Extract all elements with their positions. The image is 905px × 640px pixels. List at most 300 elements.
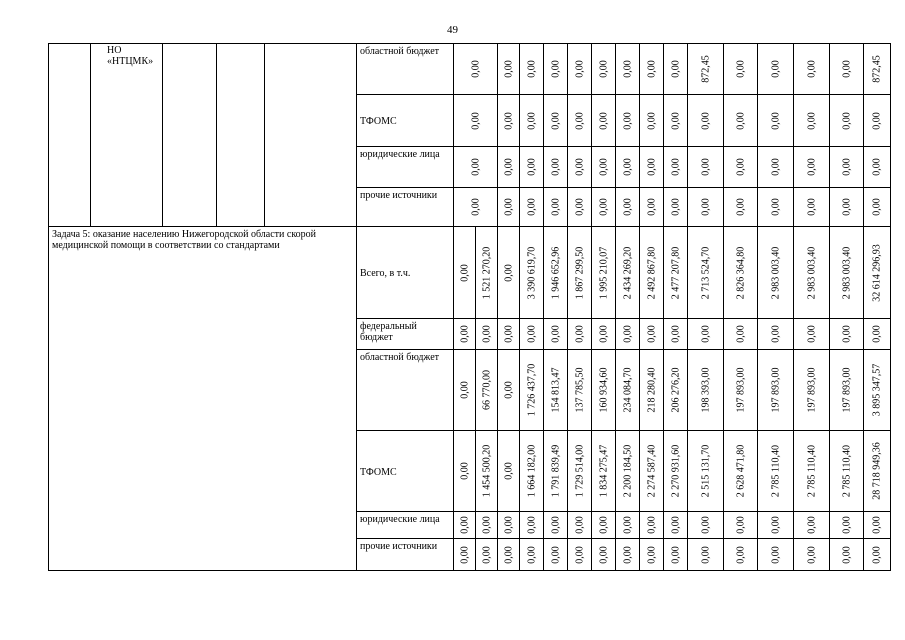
value-text: 0,00 — [770, 325, 781, 343]
value-cell — [758, 44, 794, 95]
value-cell — [794, 44, 830, 95]
value-cell — [688, 44, 724, 95]
value-text: 0,00 — [598, 198, 609, 216]
value-text: 0,00 — [550, 198, 561, 216]
value-text: 0,00 — [598, 545, 609, 564]
value-cell — [830, 147, 864, 188]
value-text: 2 628 471,80 — [735, 444, 746, 498]
value-text: 0,00 — [481, 545, 492, 564]
value-cell — [664, 350, 688, 431]
value-text: 0,00 — [806, 325, 817, 343]
blank-cell — [49, 44, 91, 227]
value-text: 198 393,00 — [700, 367, 711, 413]
value-cell — [568, 44, 592, 95]
value-text: 2 270 931,60 — [670, 444, 681, 498]
value-cell — [592, 512, 616, 539]
value-text: 0,00 — [700, 516, 711, 534]
value-cell — [688, 319, 724, 350]
value-cell — [830, 188, 864, 227]
value-text: 0,00 — [550, 158, 561, 176]
value-cell — [454, 539, 476, 571]
value-cell — [498, 227, 520, 319]
value-cell — [664, 147, 688, 188]
value-text: 1 791 839,49 — [550, 444, 561, 498]
table-row — [49, 44, 891, 95]
funding-source-label: прочие источники — [357, 539, 454, 571]
value-text: 0,00 — [646, 545, 657, 564]
funding-source-label: юридические лица — [357, 512, 454, 539]
value-cell — [616, 431, 640, 512]
value-cell — [794, 539, 830, 571]
value-cell — [688, 431, 724, 512]
value-text: 0,00 — [574, 198, 585, 216]
value-cell — [592, 539, 616, 571]
value-text: 0,00 — [646, 325, 657, 343]
value-cell — [568, 431, 592, 512]
value-text: 0,00 — [735, 516, 746, 534]
value-text: 2 983 003,40 — [806, 246, 817, 299]
value-text: 1 454 500,20 — [481, 444, 492, 498]
value-cell — [454, 188, 498, 227]
value-text: 0,00 — [459, 516, 470, 534]
value-text: 0,00 — [622, 325, 633, 343]
value-cell — [758, 147, 794, 188]
value-cell — [498, 44, 520, 95]
value-cell — [864, 539, 891, 571]
value-cell — [544, 539, 568, 571]
value-cell — [664, 44, 688, 95]
value-cell — [454, 147, 498, 188]
value-cell — [830, 350, 864, 431]
value-text: 234 084,70 — [622, 367, 633, 413]
value-text: 0,00 — [622, 516, 633, 534]
value-text: 0,00 — [841, 516, 852, 534]
value-cell — [724, 539, 758, 571]
value-text: 0,00 — [670, 545, 681, 564]
value-cell — [520, 44, 544, 95]
value-cell — [864, 95, 891, 147]
value-cell — [794, 147, 830, 188]
empty-cell — [217, 44, 265, 227]
value-cell — [758, 431, 794, 512]
value-text: 0,00 — [550, 111, 561, 130]
value-text: 0,00 — [770, 158, 781, 176]
value-cell — [616, 227, 640, 319]
value-text: 0,00 — [503, 545, 514, 564]
value-text: 0,00 — [574, 60, 585, 78]
value-cell — [830, 95, 864, 147]
value-text: 137 785,50 — [574, 367, 585, 413]
value-text: 0,00 — [770, 545, 781, 564]
table-body — [49, 44, 891, 571]
value-text: 0,00 — [841, 111, 852, 130]
value-cell — [864, 44, 891, 95]
value-cell — [568, 95, 592, 147]
value-text: 0,00 — [770, 198, 781, 216]
value-text: 0,00 — [871, 325, 883, 343]
value-text: 0,00 — [526, 60, 537, 78]
value-cell — [830, 512, 864, 539]
value-cell — [544, 147, 568, 188]
value-cell — [544, 319, 568, 350]
value-text: 0,00 — [700, 198, 711, 216]
value-text: 28 718 949,36 — [871, 442, 883, 500]
value-cell — [688, 512, 724, 539]
value-text: 66 770,00 — [481, 370, 492, 410]
value-text: 0,00 — [646, 158, 657, 176]
value-cell — [864, 147, 891, 188]
value-cell — [568, 227, 592, 319]
value-cell — [616, 350, 640, 431]
value-text: 0,00 — [806, 545, 817, 564]
value-text: 0,00 — [503, 111, 514, 130]
value-cell — [592, 147, 616, 188]
value-cell — [794, 512, 830, 539]
value-text: 197 893,00 — [841, 367, 852, 413]
value-text: 0,00 — [735, 111, 746, 130]
value-cell — [616, 319, 640, 350]
value-text: 0,00 — [700, 158, 711, 176]
value-cell — [544, 431, 568, 512]
value-cell — [830, 44, 864, 95]
value-cell — [568, 350, 592, 431]
value-text: 0,00 — [470, 198, 481, 216]
value-text: 0,00 — [503, 325, 514, 343]
value-text: 0,00 — [841, 325, 852, 343]
value-text: 0,00 — [459, 325, 470, 343]
value-text: 0,00 — [735, 545, 746, 564]
value-cell — [830, 431, 864, 512]
funding-source-label: областной бюджет — [357, 44, 454, 95]
value-cell — [616, 44, 640, 95]
value-text: 0,00 — [470, 158, 481, 176]
value-cell — [830, 539, 864, 571]
value-cell — [498, 512, 520, 539]
empty-cell — [265, 44, 357, 227]
value-text: 0,00 — [670, 198, 681, 216]
value-cell — [640, 319, 664, 350]
value-cell — [724, 227, 758, 319]
value-text: 0,00 — [670, 60, 681, 78]
value-cell — [592, 350, 616, 431]
value-text: 0,00 — [735, 198, 746, 216]
value-text: 0,00 — [459, 263, 470, 282]
value-text: 0,00 — [770, 516, 781, 534]
value-text: 2 515 131,70 — [700, 444, 711, 498]
value-text: 0,00 — [871, 545, 883, 564]
value-text: 0,00 — [503, 381, 514, 399]
value-cell — [592, 44, 616, 95]
value-text: 3 390 619,70 — [526, 246, 537, 299]
value-cell — [794, 431, 830, 512]
value-cell — [520, 319, 544, 350]
value-text: 0,00 — [550, 60, 561, 78]
value-text: 197 893,00 — [770, 367, 781, 413]
value-text: 0,00 — [598, 325, 609, 343]
funding-source-label: областной бюджет — [357, 350, 454, 431]
value-text: 0,00 — [622, 545, 633, 564]
value-text: 0,00 — [550, 325, 561, 343]
value-cell — [758, 188, 794, 227]
value-cell — [794, 319, 830, 350]
value-text: 0,00 — [459, 462, 470, 480]
value-text: 0,00 — [646, 516, 657, 534]
value-text: 0,00 — [503, 516, 514, 534]
value-text: 0,00 — [841, 198, 852, 216]
value-cell — [568, 539, 592, 571]
value-text: 0,00 — [700, 325, 711, 343]
value-cell — [592, 188, 616, 227]
value-cell — [616, 147, 640, 188]
value-cell — [864, 431, 891, 512]
value-text: 0,00 — [574, 325, 585, 343]
value-cell — [454, 319, 476, 350]
value-cell — [640, 539, 664, 571]
value-text: 0,00 — [806, 516, 817, 534]
value-cell — [476, 539, 498, 571]
value-cell — [498, 539, 520, 571]
value-text: 0,00 — [871, 516, 883, 534]
value-cell — [544, 512, 568, 539]
value-text: 0,00 — [550, 545, 561, 564]
value-cell — [592, 319, 616, 350]
value-cell — [758, 512, 794, 539]
value-cell — [568, 147, 592, 188]
value-text: 0,00 — [670, 325, 681, 343]
value-text: 0,00 — [459, 545, 470, 564]
value-text: 0,00 — [574, 158, 585, 176]
value-cell — [640, 44, 664, 95]
value-text: 0,00 — [670, 158, 681, 176]
value-cell — [664, 319, 688, 350]
value-cell — [568, 188, 592, 227]
value-cell — [520, 539, 544, 571]
value-text: 1 946 652,96 — [550, 246, 561, 299]
value-text: 32 614 296,93 — [871, 243, 883, 302]
value-cell — [592, 431, 616, 512]
funding-source-label: федеральный бюджет — [357, 319, 454, 350]
funding-source-label: прочие источники — [357, 188, 454, 227]
value-cell — [688, 95, 724, 147]
value-cell — [664, 512, 688, 539]
value-cell — [544, 44, 568, 95]
value-text: 0,00 — [526, 325, 537, 343]
value-text: 2 713 524,70 — [700, 246, 711, 299]
value-text: 2 274 587,40 — [646, 444, 657, 498]
value-text: 0,00 — [646, 198, 657, 216]
value-text: 0,00 — [841, 158, 852, 176]
value-text: 0,00 — [574, 516, 585, 534]
value-text: 0,00 — [735, 325, 746, 343]
value-text: 0,00 — [670, 516, 681, 534]
value-text: 0,00 — [550, 516, 561, 534]
value-cell — [864, 319, 891, 350]
value-cell — [520, 431, 544, 512]
value-text: 0,00 — [871, 158, 883, 176]
value-cell — [476, 431, 498, 512]
value-text: 0,00 — [806, 111, 817, 130]
value-cell — [454, 44, 498, 95]
organization-name: НО «НТЦМК» — [91, 44, 163, 227]
value-text: 0,00 — [871, 198, 883, 216]
value-text: 0,00 — [526, 545, 537, 564]
value-text: 1 664 182,00 — [526, 444, 537, 498]
value-text: 0,00 — [503, 263, 514, 282]
value-cell — [544, 350, 568, 431]
value-cell — [688, 227, 724, 319]
value-cell — [640, 147, 664, 188]
value-text: 0,00 — [622, 111, 633, 130]
value-text: 2 492 867,80 — [646, 246, 657, 299]
value-cell — [616, 95, 640, 147]
value-text: 0,00 — [574, 545, 585, 564]
value-text: 0,00 — [526, 158, 537, 176]
value-text: 1 834 275,47 — [598, 444, 609, 498]
value-cell — [758, 539, 794, 571]
budget-table — [48, 43, 891, 571]
value-cell — [640, 431, 664, 512]
value-text: 0,00 — [470, 60, 481, 78]
value-cell — [664, 431, 688, 512]
value-cell — [568, 319, 592, 350]
value-cell — [616, 539, 640, 571]
value-text: 2 983 003,40 — [841, 246, 852, 299]
task-description: Задача 5: оказание населению Нижегородской области скорой медицинской помощи в соответствии со стандартами — [49, 227, 357, 571]
value-cell — [520, 512, 544, 539]
value-text: 0,00 — [735, 158, 746, 176]
value-cell — [758, 319, 794, 350]
value-text: 0,00 — [735, 60, 746, 78]
value-cell — [640, 188, 664, 227]
value-cell — [454, 227, 476, 319]
value-text: 0,00 — [841, 545, 852, 564]
value-cell — [520, 350, 544, 431]
table-row — [49, 227, 891, 319]
value-text: 0,00 — [598, 60, 609, 78]
value-text: 0,00 — [481, 516, 492, 534]
value-cell — [688, 350, 724, 431]
value-cell — [640, 227, 664, 319]
value-cell — [476, 319, 498, 350]
value-text: 0,00 — [598, 158, 609, 176]
value-cell — [724, 44, 758, 95]
value-cell — [498, 147, 520, 188]
value-cell — [794, 188, 830, 227]
value-text: 0,00 — [871, 111, 883, 130]
value-text: 2 434 269,20 — [622, 246, 633, 299]
value-cell — [520, 188, 544, 227]
value-cell — [640, 95, 664, 147]
value-text: 2 983 003,40 — [770, 246, 781, 299]
value-cell — [758, 95, 794, 147]
value-cell — [664, 539, 688, 571]
value-text: 0,00 — [481, 325, 492, 343]
value-text: 0,00 — [526, 198, 537, 216]
value-cell — [688, 147, 724, 188]
value-text: 0,00 — [806, 158, 817, 176]
value-cell — [454, 95, 498, 147]
value-text: 0,00 — [646, 111, 657, 130]
value-text: 0,00 — [598, 111, 609, 130]
value-text: 0,00 — [770, 60, 781, 78]
value-text: 0,00 — [503, 462, 514, 480]
value-text: 0,00 — [806, 60, 817, 78]
value-text: 160 934,60 — [598, 367, 609, 413]
value-cell — [498, 431, 520, 512]
value-cell — [758, 350, 794, 431]
value-text: 0,00 — [700, 545, 711, 564]
value-text: 218 280,40 — [646, 367, 657, 413]
empty-cell — [163, 44, 217, 227]
value-cell — [498, 350, 520, 431]
value-cell — [864, 188, 891, 227]
value-cell — [520, 95, 544, 147]
value-cell — [544, 227, 568, 319]
value-cell — [454, 431, 476, 512]
value-text: 872,45 — [700, 55, 711, 83]
value-cell — [724, 319, 758, 350]
funding-source-label: юридические лица — [357, 147, 454, 188]
value-text: 0,00 — [646, 60, 657, 78]
funding-source-label: ТФОМС — [357, 95, 454, 147]
value-cell — [454, 512, 476, 539]
value-cell — [476, 227, 498, 319]
value-cell — [724, 350, 758, 431]
value-cell — [724, 147, 758, 188]
value-text: 1 729 514,00 — [574, 444, 585, 498]
value-text: 0,00 — [670, 111, 681, 130]
page-number: 49 — [447, 24, 458, 36]
value-text: 197 893,00 — [806, 367, 817, 413]
value-text: 0,00 — [598, 516, 609, 534]
value-text: 0,00 — [470, 111, 481, 130]
value-cell — [864, 227, 891, 319]
value-cell — [724, 188, 758, 227]
value-cell — [664, 188, 688, 227]
value-cell — [830, 319, 864, 350]
funding-source-label: Всего, в т.ч. — [357, 227, 454, 319]
value-cell — [616, 188, 640, 227]
value-cell — [830, 227, 864, 319]
value-cell — [640, 512, 664, 539]
value-cell — [454, 350, 476, 431]
value-text: 1 521 270,20 — [481, 246, 492, 299]
value-text: 0,00 — [526, 111, 537, 130]
value-text: 2 785 110,40 — [841, 444, 852, 498]
value-text: 0,00 — [806, 198, 817, 216]
funding-source-label: ТФОМС — [357, 431, 454, 512]
value-cell — [616, 512, 640, 539]
value-cell — [794, 350, 830, 431]
value-cell — [520, 147, 544, 188]
value-cell — [758, 227, 794, 319]
value-text: 0,00 — [526, 516, 537, 534]
value-cell — [544, 188, 568, 227]
value-text: 0,00 — [700, 111, 711, 130]
value-text: 206 276,20 — [670, 367, 681, 413]
value-text: 0,00 — [622, 198, 633, 216]
value-cell — [498, 95, 520, 147]
value-cell — [724, 512, 758, 539]
value-cell — [498, 319, 520, 350]
value-text: 2 785 110,40 — [806, 444, 817, 498]
value-text: 1 867 299,50 — [574, 246, 585, 299]
value-cell — [864, 350, 891, 431]
value-text: 1 995 210,07 — [598, 246, 609, 299]
value-text: 0,00 — [459, 381, 470, 399]
value-cell — [724, 431, 758, 512]
value-cell — [568, 512, 592, 539]
